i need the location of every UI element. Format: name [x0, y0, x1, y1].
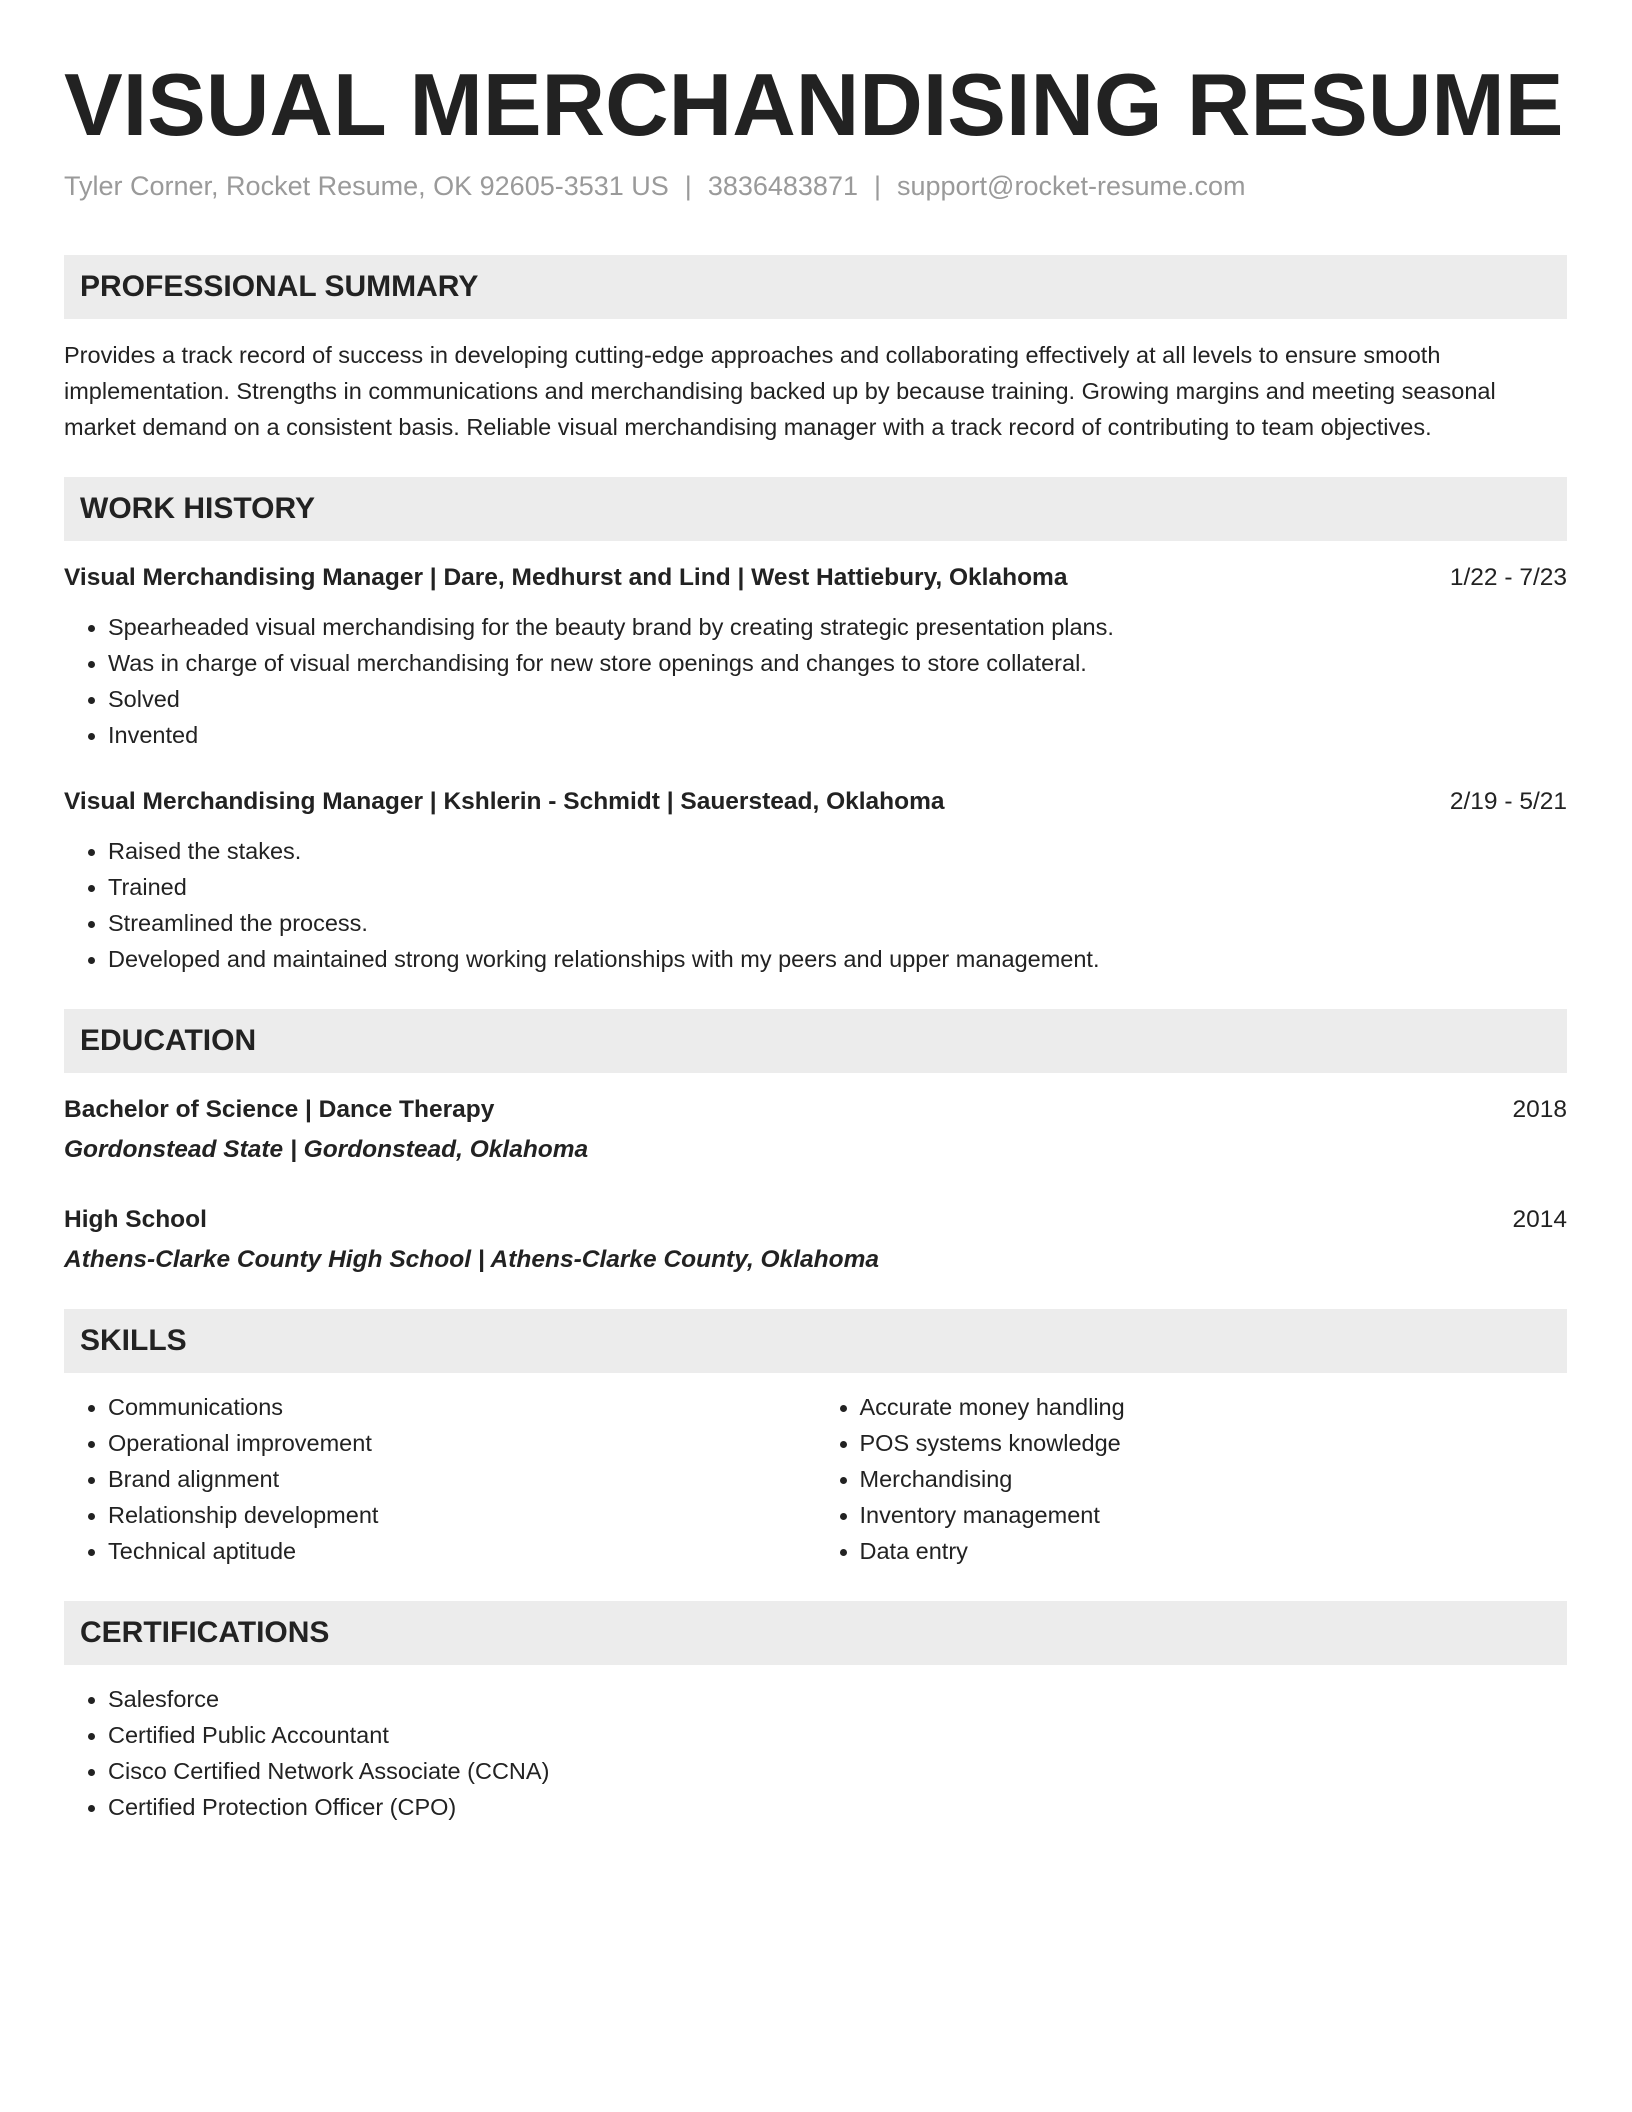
job-dates: 2/19 - 5/21	[1449, 788, 1567, 815]
education-header	[64, 1203, 1567, 1237]
job-bullet: • Invented	[108, 717, 1567, 753]
skill-item: • Technical aptitude	[108, 1533, 816, 1569]
education-school: Athens-Clarke County High School | Athens-Clarke County, Oklahoma	[64, 1246, 880, 1273]
section-header-education: EDUCATION	[64, 1009, 1567, 1073]
job-title: Visual Merchandising Manager | Dare, Medhurst and Lind | West Hattiebury, Oklahoma	[64, 564, 1068, 591]
education-header	[64, 1093, 1567, 1127]
section-header-certifications: CERTIFICATIONS	[64, 1601, 1567, 1665]
certification-item: • Certified Public Accountant	[108, 1717, 1567, 1753]
contact-separator: |	[684, 171, 692, 201]
skill-item: • Inventory management	[860, 1497, 1568, 1533]
education-entry	[64, 1203, 1567, 1277]
contact-separator: |	[873, 171, 881, 201]
skill-item: • Brand alignment	[108, 1461, 816, 1497]
contact-line	[64, 169, 1567, 203]
section-header-summary: PROFESSIONAL SUMMARY	[64, 255, 1567, 319]
section-header-skills: SKILLS	[64, 1309, 1567, 1373]
job-header	[64, 785, 1567, 819]
skills-columns	[64, 1389, 1567, 1569]
skills-list-right	[816, 1389, 1568, 1569]
job-header	[64, 561, 1567, 595]
job-entry	[64, 561, 1567, 753]
education-entry	[64, 1093, 1567, 1167]
job-bullet: • Raised the stakes.	[108, 833, 1567, 869]
education-year: 2014	[1512, 1206, 1567, 1233]
skill-item: • Merchandising	[860, 1461, 1568, 1497]
contact-address: Tyler Corner, Rocket Resume, OK 92605-3531 US	[64, 171, 669, 201]
job-bullets	[64, 609, 1567, 753]
skill-item: • Operational improvement	[108, 1425, 816, 1461]
skills-list-left	[64, 1389, 816, 1569]
job-dates: 1/22 - 7/23	[1449, 564, 1567, 591]
certification-item: • Salesforce	[108, 1681, 1567, 1717]
contact-phone: 3836483871	[707, 171, 858, 201]
job-bullet: • Developed and maintained strong working relationships with my peers and upper management.	[108, 941, 1567, 977]
section-header-work-history: WORK HISTORY	[64, 477, 1567, 541]
skill-item: • Accurate money handling	[860, 1389, 1568, 1425]
job-bullets	[64, 833, 1567, 977]
skill-item: • Data entry	[860, 1533, 1568, 1569]
resume-title: VISUAL MERCHANDISING RESUME	[64, 55, 1564, 154]
job-bullet: • Spearheaded visual merchandising for the beauty brand by creating strategic presentation plans.	[108, 609, 1567, 645]
skill-item: • Relationship development	[108, 1497, 816, 1533]
resume-page	[64, 0, 1567, 1825]
summary-text: Provides a track record of success in developing cutting-edge approaches and collaborating effectively at all levels to ensure smooth implementation. Strengths in communications and merchandising backed up by because training. Growing margins and meeting seasonal market demand on a consistent basis. Reliable visual merchandising manager with a track record of contributing to team objectives.	[64, 342, 1496, 440]
job-bullet: • Was in charge of visual merchandising for new store openings and changes to store collateral.	[108, 645, 1567, 681]
certifications-list	[64, 1681, 1567, 1825]
education-school: Gordonstead State | Gordonstead, Oklahoma	[64, 1136, 589, 1163]
skill-item: • Communications	[108, 1389, 816, 1425]
job-entry	[64, 785, 1567, 977]
skill-item: • POS systems knowledge	[860, 1425, 1568, 1461]
job-bullet: • Streamlined the process.	[108, 905, 1567, 941]
education-degree: Bachelor of Science | Dance Therapy	[64, 1096, 495, 1123]
job-title: Visual Merchandising Manager | Kshlerin - Schmidt | Sauerstead, Oklahoma	[64, 788, 945, 815]
job-bullet: • Solved	[108, 681, 1567, 717]
education-year: 2018	[1512, 1096, 1567, 1123]
contact-email: support@rocket-resume.com	[897, 171, 1246, 201]
certification-item: • Cisco Certified Network Associate (CCNA)	[108, 1753, 1567, 1789]
certification-item: • Certified Protection Officer (CPO)	[108, 1789, 1567, 1825]
job-bullet: • Trained	[108, 869, 1567, 905]
education-degree: High School	[64, 1206, 207, 1233]
